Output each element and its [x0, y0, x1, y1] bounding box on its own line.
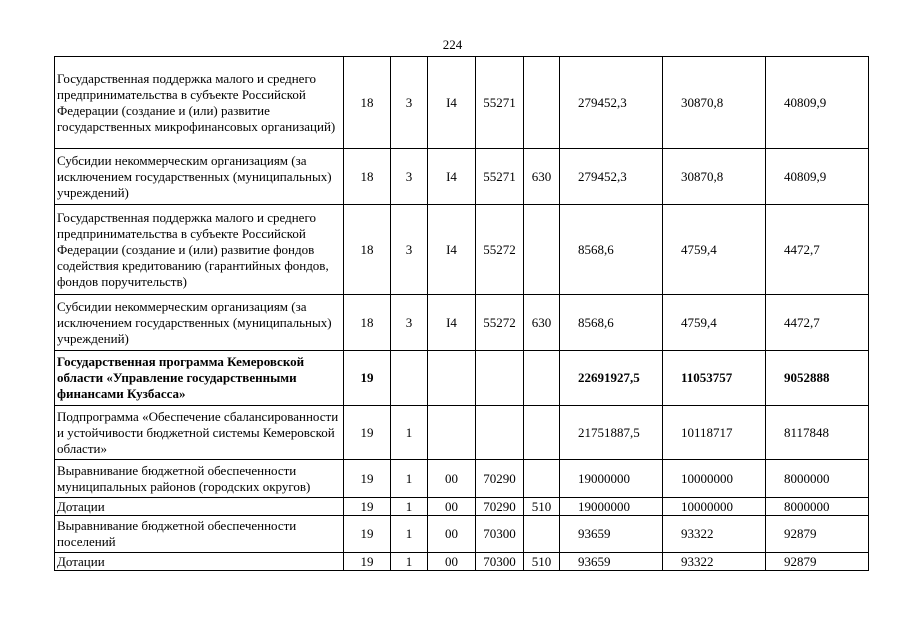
code-expense: 55272 — [476, 295, 524, 351]
amount-year-2: 4759,4 — [663, 205, 766, 295]
code-program: 18 — [344, 295, 391, 351]
row-name: Выравнивание бюджетной обеспеченности поселений — [55, 516, 344, 553]
amount-year-3: 9052888 — [766, 351, 869, 406]
amount-year-1: 8568,6 — [560, 295, 663, 351]
amount-year-1: 279452,3 — [560, 149, 663, 205]
code-type — [524, 351, 560, 406]
amount-year-2: 93322 — [663, 516, 766, 553]
code-subprogram: 1 — [391, 460, 428, 498]
amount-year-3: 4472,7 — [766, 205, 869, 295]
code-expense — [476, 406, 524, 460]
code-direction: 00 — [428, 516, 476, 553]
amount-year-3: 40809,9 — [766, 149, 869, 205]
code-type — [524, 57, 560, 149]
code-direction: I4 — [428, 295, 476, 351]
code-subprogram: 1 — [391, 553, 428, 571]
amount-year-2: 30870,8 — [663, 57, 766, 149]
code-expense: 70290 — [476, 498, 524, 516]
page-number: 224 — [442, 37, 463, 52]
code-expense: 70290 — [476, 460, 524, 498]
amount-year-1: 21751887,5 — [560, 406, 663, 460]
amount-year-3: 8000000 — [766, 460, 869, 498]
code-type: 630 — [524, 295, 560, 351]
code-expense: 70300 — [476, 553, 524, 571]
table-row — [55, 516, 869, 553]
code-direction: 00 — [428, 460, 476, 498]
code-direction: 00 — [428, 498, 476, 516]
table-row — [55, 498, 869, 516]
table-row — [55, 460, 869, 498]
amount-year-2: 30870,8 — [663, 149, 766, 205]
amount-year-1: 19000000 — [560, 498, 663, 516]
code-program: 19 — [344, 553, 391, 571]
code-direction: I4 — [428, 57, 476, 149]
table-row — [55, 553, 869, 571]
code-type: 510 — [524, 498, 560, 516]
code-direction — [428, 351, 476, 406]
row-name: Субсидии некоммерческим организациям (за исключением государственных (муниципальных) учреждений) — [55, 295, 344, 351]
code-expense: 70300 — [476, 516, 524, 553]
code-type — [524, 406, 560, 460]
code-program: 18 — [344, 149, 391, 205]
row-name: Выравнивание бюджетной обеспеченности муниципальных районов (городских округов) — [55, 460, 344, 498]
code-type: 510 — [524, 553, 560, 571]
code-type: 630 — [524, 149, 560, 205]
code-direction: 00 — [428, 553, 476, 571]
code-program: 18 — [344, 57, 391, 149]
row-name: Подпрограмма «Обеспечение сбалансированности и устойчивости бюджетной системы Кемеровской области» — [55, 406, 344, 460]
code-direction: I4 — [428, 149, 476, 205]
amount-year-3: 4472,7 — [766, 295, 869, 351]
row-name: Дотации — [55, 498, 344, 516]
code-subprogram: 1 — [391, 406, 428, 460]
code-subprogram: 3 — [391, 295, 428, 351]
table-row — [55, 406, 869, 460]
code-program: 19 — [344, 498, 391, 516]
amount-year-2: 10000000 — [663, 498, 766, 516]
budget-table — [54, 56, 869, 571]
row-name: Дотации — [55, 553, 344, 571]
code-type — [524, 516, 560, 553]
amount-year-3: 8117848 — [766, 406, 869, 460]
code-program: 19 — [344, 516, 391, 553]
code-program: 18 — [344, 205, 391, 295]
code-subprogram: 3 — [391, 57, 428, 149]
code-program: 19 — [344, 351, 391, 406]
amount-year-2: 4759,4 — [663, 295, 766, 351]
amount-year-1: 8568,6 — [560, 205, 663, 295]
amount-year-1: 93659 — [560, 516, 663, 553]
code-direction — [428, 406, 476, 460]
code-expense: 55271 — [476, 149, 524, 205]
amount-year-1: 22691927,5 — [560, 351, 663, 406]
code-program: 19 — [344, 460, 391, 498]
row-name: Государственная поддержка малого и среднего предпринимательства в субъекте Российской Федерации (создание и (или) развитие государственных микрофинансовых организаций) — [55, 57, 344, 149]
code-type — [524, 460, 560, 498]
code-direction: I4 — [428, 205, 476, 295]
row-name: Государственная программа Кемеровской области «Управление государственными финансами Кузбасса» — [55, 351, 344, 406]
code-expense: 55271 — [476, 57, 524, 149]
amount-year-1: 93659 — [560, 553, 663, 571]
amount-year-2: 10000000 — [663, 460, 766, 498]
amount-year-2: 93322 — [663, 553, 766, 571]
code-subprogram: 1 — [391, 516, 428, 553]
amount-year-1: 19000000 — [560, 460, 663, 498]
table-row — [55, 57, 869, 149]
row-name: Государственная поддержка малого и среднего предпринимательства в субъекте Российской Федерации (создание и (или) развитие фондов содействия кредитованию (гарантийных фондов, фондов поручительств) — [55, 205, 344, 295]
table-row — [55, 295, 869, 351]
table-row — [55, 351, 869, 406]
code-expense — [476, 351, 524, 406]
code-program: 19 — [344, 406, 391, 460]
amount-year-3: 92879 — [766, 553, 869, 571]
amount-year-1: 279452,3 — [560, 57, 663, 149]
code-expense: 55272 — [476, 205, 524, 295]
table-row — [55, 205, 869, 295]
amount-year-3: 92879 — [766, 516, 869, 553]
code-subprogram: 3 — [391, 205, 428, 295]
code-subprogram — [391, 351, 428, 406]
amount-year-3: 40809,9 — [766, 57, 869, 149]
code-subprogram: 1 — [391, 498, 428, 516]
code-type — [524, 205, 560, 295]
amount-year-2: 11053757 — [663, 351, 766, 406]
table-row — [55, 149, 869, 205]
row-name: Субсидии некоммерческим организациям (за исключением государственных (муниципальных) учреждений) — [55, 149, 344, 205]
code-subprogram: 3 — [391, 149, 428, 205]
amount-year-3: 8000000 — [766, 498, 869, 516]
amount-year-2: 10118717 — [663, 406, 766, 460]
